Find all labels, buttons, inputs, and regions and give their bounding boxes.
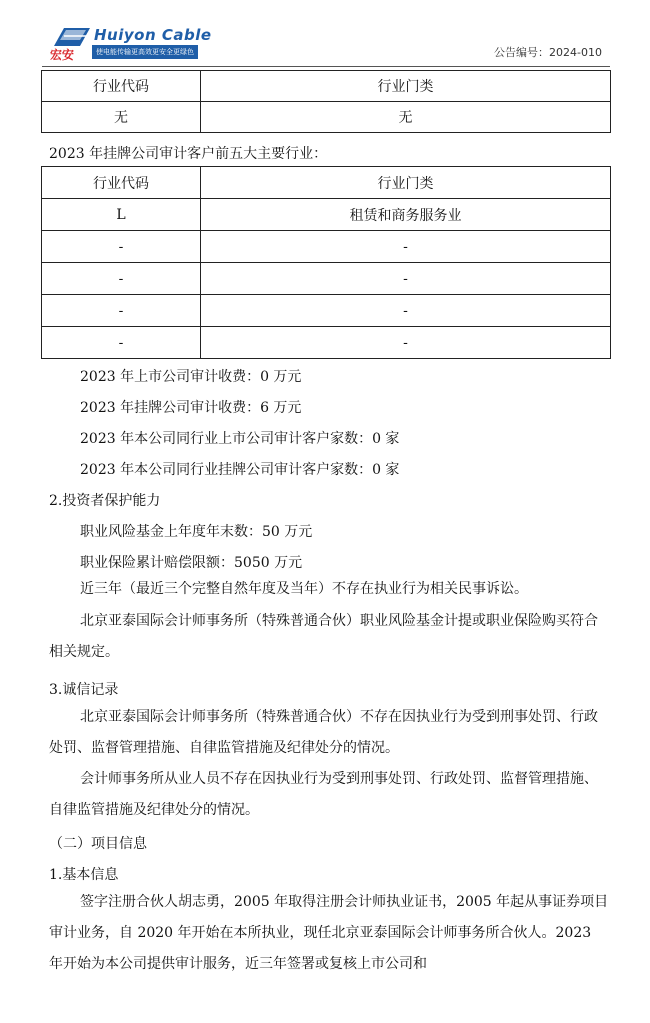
audit-fee-listed: 2023 年上市公司审计收费：0 万元 bbox=[80, 369, 302, 385]
integrity-paragraph-1: 北京亚泰国际会计师事务所（特殊普通合伙）不存在因执业行为受到刑事处罚、行政处罚、监督管理措施、自律监管措施及纪律处分的情况。 bbox=[49, 709, 598, 756]
header-cell: 行业代码 bbox=[42, 71, 201, 102]
integrity-paragraph-2: 会计师事务所从业人员不存在因执业行为受到刑事处罚、行政处罚、监督管理措施、自律监管措施及纪律处分的情况。 bbox=[49, 771, 598, 818]
table-cell: - bbox=[201, 231, 611, 263]
table-cell: 无 bbox=[201, 102, 611, 133]
table-cell: 租赁和商务服务业 bbox=[201, 199, 611, 231]
logo-cn-text: 宏安 bbox=[50, 48, 75, 62]
header-cell: 行业门类 bbox=[201, 71, 611, 102]
table-cell: 无 bbox=[42, 102, 201, 133]
audit-fee-nonlisted: 2023 年挂牌公司审计收费：6 万元 bbox=[80, 400, 302, 416]
basic-info-paragraph: 签字注册合伙人胡志勇，2005 年取得注册会计师执业证书，2005 年起从事证券项目审计业务，自 2020 年开始在本所执业，现任北京亚泰国际会计师事务所合伙人。2023 年开始为本公司提供审计服务，近三年签署或复核上市公司和 bbox=[49, 894, 609, 972]
nonlisted-client-count: 2023 年本公司同行业挂牌公司审计客户家数：0 家 bbox=[80, 462, 400, 478]
logo-tagline: 使电能传输更高效更安全更绿色 bbox=[92, 45, 198, 59]
table-cell: - bbox=[201, 295, 611, 327]
industry-table-1 bbox=[41, 70, 611, 133]
company-logo bbox=[50, 24, 230, 62]
litigation-line: 近三年（最近三个完整自然年度及当年）不存在执业行为相关民事诉讼。 bbox=[80, 581, 528, 597]
logo-brand-text: Huiyon Cable bbox=[94, 26, 212, 44]
section-investor-protection: 2.投资者保护能力 bbox=[49, 493, 161, 509]
page-header bbox=[42, 22, 610, 67]
table-cell: - bbox=[201, 263, 611, 295]
table-row bbox=[42, 263, 611, 295]
table-row bbox=[42, 199, 611, 231]
table-row bbox=[42, 231, 611, 263]
header-cell: 行业代码 bbox=[42, 167, 201, 199]
listed-client-count: 2023 年本公司同行业上市公司审计客户家数：0 家 bbox=[80, 431, 400, 447]
table-row bbox=[42, 295, 611, 327]
table-cell: - bbox=[42, 231, 201, 263]
section-project-info: （二）项目信息 bbox=[49, 836, 147, 852]
investor-paragraph: 北京亚泰国际会计师事务所（特殊普通合伙）职业风险基金计提或职业保险购买符合相关规定。 bbox=[49, 613, 598, 660]
industry-table-2 bbox=[41, 166, 611, 359]
risk-fund-line: 职业风险基金上年度年末数：50 万元 bbox=[80, 524, 313, 540]
table-cell: - bbox=[42, 295, 201, 327]
table2-caption: 2023 年挂牌公司审计客户前五大主要行业： bbox=[49, 146, 328, 162]
table-cell: - bbox=[42, 263, 201, 295]
notice-number: 公告编号：2024-010 bbox=[494, 46, 602, 59]
section-basic-info: 1.基本信息 bbox=[49, 867, 119, 883]
table-cell: - bbox=[42, 327, 201, 359]
header-cell: 行业门类 bbox=[201, 167, 611, 199]
table-row bbox=[42, 102, 611, 133]
table-row bbox=[42, 327, 611, 359]
table-header-row bbox=[42, 167, 611, 199]
section-integrity: 3.诚信记录 bbox=[49, 682, 119, 698]
insurance-limit-line: 职业保险累计赔偿限额：5050 万元 bbox=[80, 555, 303, 571]
table-header-row bbox=[42, 71, 611, 102]
table-cell: L bbox=[42, 199, 201, 231]
table-cell: - bbox=[201, 327, 611, 359]
